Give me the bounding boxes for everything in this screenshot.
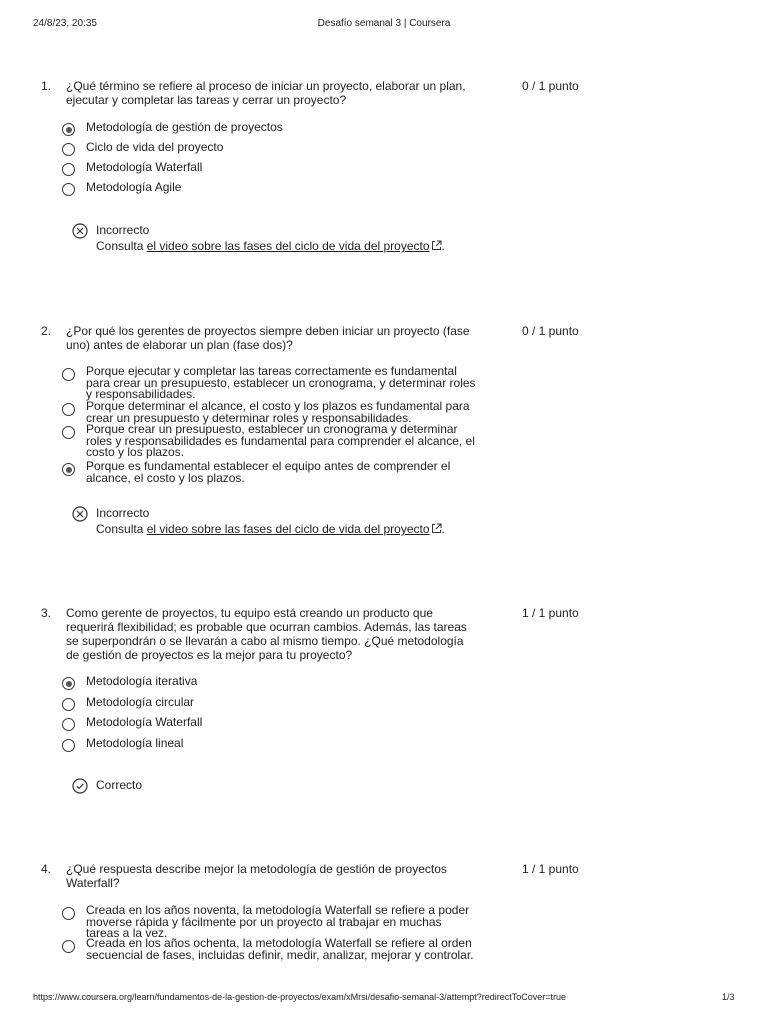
question-number: 1. [41, 79, 52, 93]
option-label: Metodología Agile [86, 180, 182, 194]
radio-button[interactable] [62, 183, 75, 196]
feedback-prefix: Consulta [96, 522, 147, 536]
radio-button[interactable] [62, 718, 75, 731]
correct-check-icon [72, 778, 88, 794]
radio-button[interactable] [62, 463, 75, 476]
question-number: 3. [41, 606, 52, 620]
page-title: Desafío semanal 3 | Coursera [317, 18, 451, 29]
option-label: Metodología circular [86, 695, 195, 709]
print-date: 24/8/23, 20:35 [33, 18, 97, 29]
option-label: Porque crear un presupuesto, establecer un cronograma y determinar roles y responsabilidades es fundamental para comprender el alcance, el costo y los plazos. [86, 422, 475, 459]
question-number: 4. [41, 862, 52, 876]
radio-button[interactable] [62, 739, 75, 752]
feedback-suffix: . [441, 522, 445, 536]
feedback-status: Incorrecto [96, 506, 150, 520]
question-score: 1 / 1 punto [522, 862, 579, 876]
incorrect-x-icon [72, 506, 88, 522]
question-score: 1 / 1 punto [522, 606, 579, 620]
lifecycle-video-link[interactable]: el video sobre las fases del ciclo de vida del proyecto [146, 522, 430, 536]
radio-button[interactable] [62, 143, 75, 156]
feedback-suffix: . [441, 239, 445, 253]
question-text: Como gerente de proyectos, tu equipo está creando un producto que requerirá flexibilidad; es probable que ocurran cambios. Además, las tareas se superpondrán o se llevarán a cabo al mismo tiempo. ¿Qué metodología de gestión de proyectos es la mejor para tu proyecto? [66, 606, 467, 662]
footer-url: https://www.coursera.org/learn/fundamentos-de-la-gestion-de-proyectos/exam/xMrsi/desafio-semanal-3/attempt?redirectToCover=true [33, 992, 566, 1002]
page-number: 1/3 [722, 992, 735, 1002]
radio-button[interactable] [62, 677, 75, 690]
option-label: Creada en los años ochenta, la metodología Waterfall se refiere al orden secuencial de fases, incluidas definir, medir, analizar, mejorar y controlar. [86, 936, 474, 962]
question-score: 0 / 1 punto [522, 79, 579, 93]
feedback-message [96, 522, 445, 536]
radio-button[interactable] [62, 163, 75, 176]
radio-button[interactable] [62, 403, 75, 416]
question-number: 2. [41, 324, 52, 338]
option-label: Metodología lineal [86, 736, 184, 750]
option-label: Porque es fundamental establecer el equipo antes de comprender el alcance, el costo y los plazos. [86, 459, 451, 485]
option-label: Ciclo de vida del proyecto [86, 140, 224, 154]
feedback-status: Incorrecto [96, 223, 150, 237]
option-label: Porque ejecutar y completar las tareas correctamente es fundamental para crear un presupuesto, establecer un cronograma, y determinar roles y responsabilidades. [86, 364, 476, 401]
lifecycle-video-link[interactable]: el video sobre las fases del ciclo de vida del proyecto [146, 239, 430, 253]
question-score: 0 / 1 punto [522, 324, 579, 338]
question-text: ¿Por qué los gerentes de proyectos siempre deben iniciar un proyecto (fase uno) antes de elaborar un plan (fase dos)? [66, 324, 470, 352]
option-label: Metodología Waterfall [86, 715, 203, 729]
feedback-prefix: Consulta [96, 239, 147, 253]
option-label: Metodología Waterfall [86, 160, 203, 174]
option-label: Porque determinar el alcance, el costo y los plazos es fundamental para crear un presupuesto y determinar roles y responsabilidades. [86, 399, 470, 425]
incorrect-x-icon [72, 223, 88, 239]
external-link-icon[interactable] [431, 240, 442, 251]
question-text: ¿Qué respuesta describe mejor la metodología de gestión de proyectos Waterfall? [66, 862, 447, 890]
option-label: Creada en los años noventa, la metodología Waterfall se refiere a poder moverse rápida y fácilmente por un proyecto al trabajar en muchas tareas a la vez. [86, 903, 470, 940]
radio-button[interactable] [62, 368, 75, 381]
option-label: Metodología iterativa [86, 674, 198, 688]
radio-button[interactable] [62, 123, 75, 136]
feedback-message [96, 239, 445, 253]
option-label: Metodología de gestión de proyectos [86, 120, 283, 134]
radio-button[interactable] [62, 426, 75, 439]
feedback-status: Correcto [96, 778, 143, 792]
external-link-icon[interactable] [431, 523, 442, 534]
question-text: ¿Qué término se refiere al proceso de iniciar un proyecto, elaborar un plan, ejecutar y completar las tareas y cerrar un proyecto? [66, 79, 466, 107]
radio-button[interactable] [62, 907, 75, 920]
radio-button[interactable] [62, 698, 75, 711]
radio-button[interactable] [62, 940, 75, 953]
